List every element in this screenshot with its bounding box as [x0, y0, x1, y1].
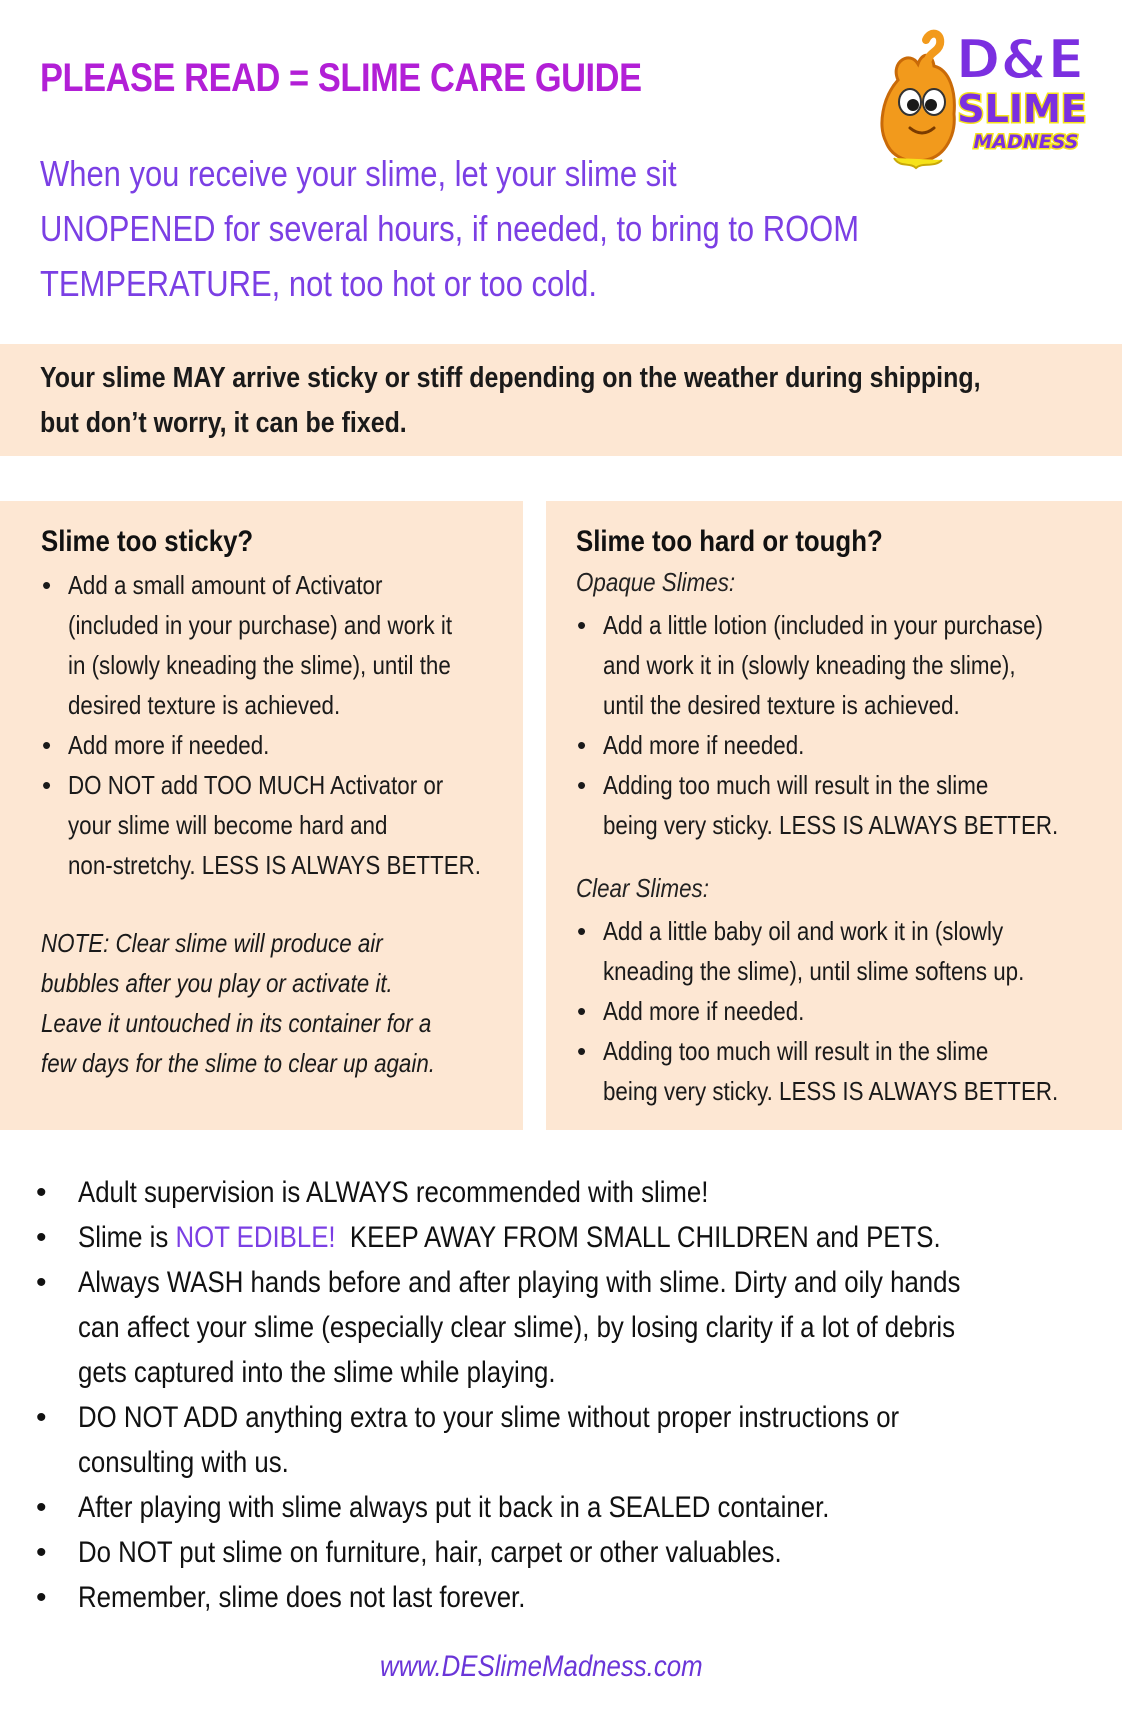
- list-item: • DO NOT ADD anything extra to your slime without proper instructions or consulting with us.: [36, 1401, 900, 1479]
- list-item: • Add more if needed.: [42, 730, 270, 760]
- logo-text-madness: MADNESS: [973, 131, 1079, 153]
- list-item: • Add more if needed.: [577, 996, 805, 1026]
- safety-rules-list: [36, 1170, 1104, 1620]
- list-item: • Always WASH hands before and after playing with slime. Dirty and oily hands can affect your slime (especially clear slime), by losing clarity if a lot of debris gets captured into the slime while playing.: [36, 1266, 961, 1389]
- sticky-slime-panel: [0, 501, 523, 1130]
- list-item: • Add a small amount of Activator (included in your purchase) and work it in (slowly kneading the slime), until the desired texture is achieved.: [42, 570, 453, 720]
- logo-text-de: D&E: [955, 28, 1085, 91]
- list-item: • Adult supervision is ALWAYS recommended with slime!: [36, 1176, 709, 1209]
- sticky-heading: Slime too sticky?: [41, 525, 254, 558]
- clear-label: Clear Slimes:: [576, 873, 709, 903]
- clear-bullets: [577, 911, 1122, 1111]
- list-item: • Add a little baby oil and work it in (slowly kneading the slime), until slime softens up.: [577, 916, 1025, 986]
- hard-heading: Slime too hard or tough?: [576, 525, 883, 558]
- list-item: • Remember, slime does not last forever.: [36, 1581, 526, 1614]
- notice-line: Your slime MAY arrive sticky or stiff depending on the weather during shipping,: [40, 362, 981, 394]
- opaque-bullets: [577, 605, 1122, 845]
- slime-mascot-icon: [882, 34, 954, 168]
- intro-line: TEMPERATURE, not too hot or too cold.: [40, 263, 597, 304]
- list-item: • Do NOT put slime on furniture, hair, carpet or other valuables.: [36, 1536, 782, 1569]
- hard-slime-panel: [546, 501, 1122, 1130]
- not-edible-highlight: NOT EDIBLE!: [175, 1221, 336, 1254]
- list-item: • Adding too much will result in the slime being very sticky. LESS IS ALWAYS BETTER.: [577, 1036, 1059, 1106]
- list-item: • DO NOT add TOO MUCH Activator or your slime will become hard and non-stretchy. LESS IS ALWAYS BETTER.: [42, 770, 481, 880]
- logo-text-slime: SLIME: [957, 87, 1087, 131]
- website-link[interactable]: www.DESlimeMadness.com: [380, 1650, 703, 1683]
- intro-line: UNOPENED for several hours, if needed, to bring to ROOM: [40, 208, 860, 249]
- clear-slime-note: NOTE: Clear slime will produce air bubbles after you play or activate it. Leave it untouched in its container for a few days for the slime to clear up again.: [41, 928, 435, 1078]
- list-item: • After playing with slime always put it back in a SEALED container.: [36, 1491, 830, 1524]
- brand-logo: [870, 22, 1100, 172]
- notice-line: but don’t worry, it can be fixed.: [40, 407, 407, 439]
- list-item: • Adding too much will result in the slime being very sticky. LESS IS ALWAYS BETTER.: [577, 770, 1059, 840]
- list-item: • Slime is NOT EDIBLE! KEEP AWAY FROM SMALL CHILDREN and PETS.: [36, 1221, 941, 1254]
- opaque-label: Opaque Slimes:: [576, 567, 736, 597]
- list-item: • Add a little lotion (included in your purchase) and work it in (slowly kneading the slime), until the desired texture is achieved.: [577, 610, 1043, 720]
- notice-text: [40, 356, 1122, 446]
- list-item: • Add more if needed.: [577, 730, 805, 760]
- intro-paragraph: [40, 146, 900, 311]
- sticky-bullets: [42, 565, 548, 885]
- page-title: PLEASE READ = SLIME CARE GUIDE: [40, 56, 642, 100]
- intro-line: When you receive your slime, let your slime sit: [40, 153, 677, 194]
